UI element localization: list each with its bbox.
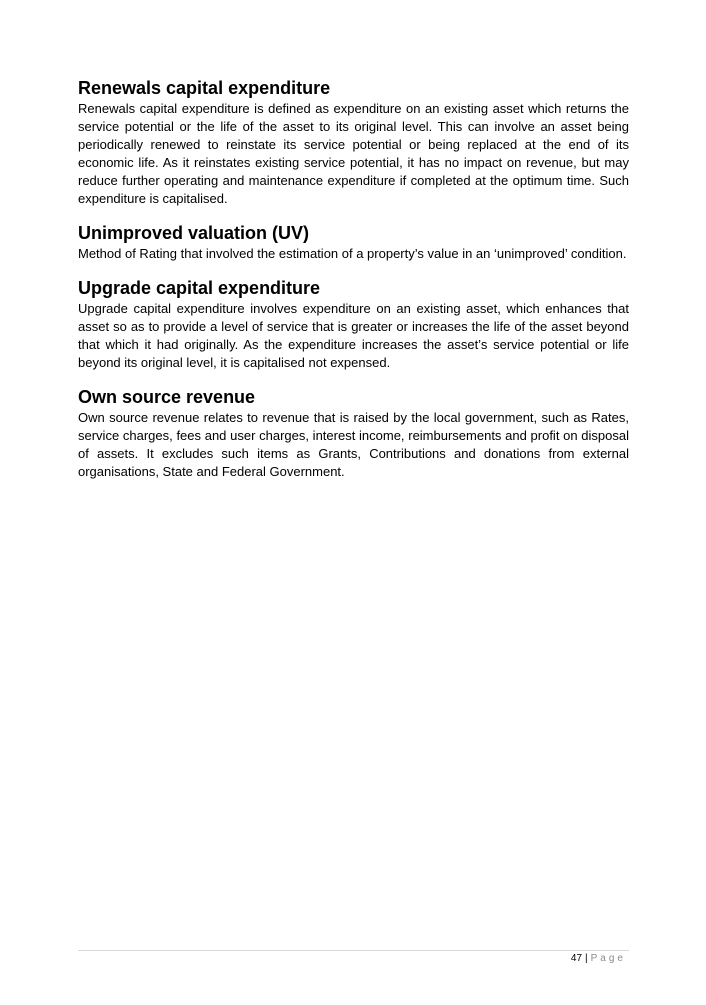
section-body: Renewals capital expenditure is defined as expenditure on an existing asset which returns the service potential or the life of the asset to its original level. This can involve an asset being periodically renewed to reinstate its service potential or being replaced at the end of its economic life. As it reinstates existing service potential, it has no impact on revenue, but may reduce further operating and maintenance expenditure if completed at the optimum time. Such expenditure is capitalised. xyxy=(78,101,629,206)
section-own-source-revenue xyxy=(78,386,629,481)
section-upgrade-capital-expenditure xyxy=(78,277,629,372)
section-heading: Renewals capital expenditure xyxy=(78,78,331,98)
section-heading: Upgrade capital expenditure xyxy=(78,278,321,298)
section-heading: Unimproved valuation (UV) xyxy=(78,223,310,243)
page-footer xyxy=(571,953,626,965)
section-body: Upgrade capital expenditure involves expenditure on an existing asset, which enhances that asset so as to provide a level of service that is greater or increases the life of the asset beyond that which it had originally. As the expenditure increases the asset’s service potential or life beyond its original level, it is capitalised not expensed. xyxy=(78,301,629,370)
section-body: Method of Rating that involved the estimation of a property’s value in an ‘unimproved’ condition. xyxy=(78,246,627,261)
section-heading: Own source revenue xyxy=(78,387,256,407)
section-unimproved-valuation xyxy=(78,222,629,263)
page-label: Page xyxy=(590,953,626,964)
footer-separator: | xyxy=(585,953,588,964)
footer-divider xyxy=(78,950,629,951)
section-body: Own source revenue relates to revenue that is raised by the local government, such as Rates, service charges, fees and user charges, interest income, reimbursements and profit on disposal of assets. It excludes such items as Grants, Contributions and donations from external organisations, State and Federal Government. xyxy=(78,410,629,479)
page-number: 47 xyxy=(570,953,583,964)
page-content xyxy=(78,77,629,495)
section-renewals-capital-expenditure xyxy=(78,77,629,208)
